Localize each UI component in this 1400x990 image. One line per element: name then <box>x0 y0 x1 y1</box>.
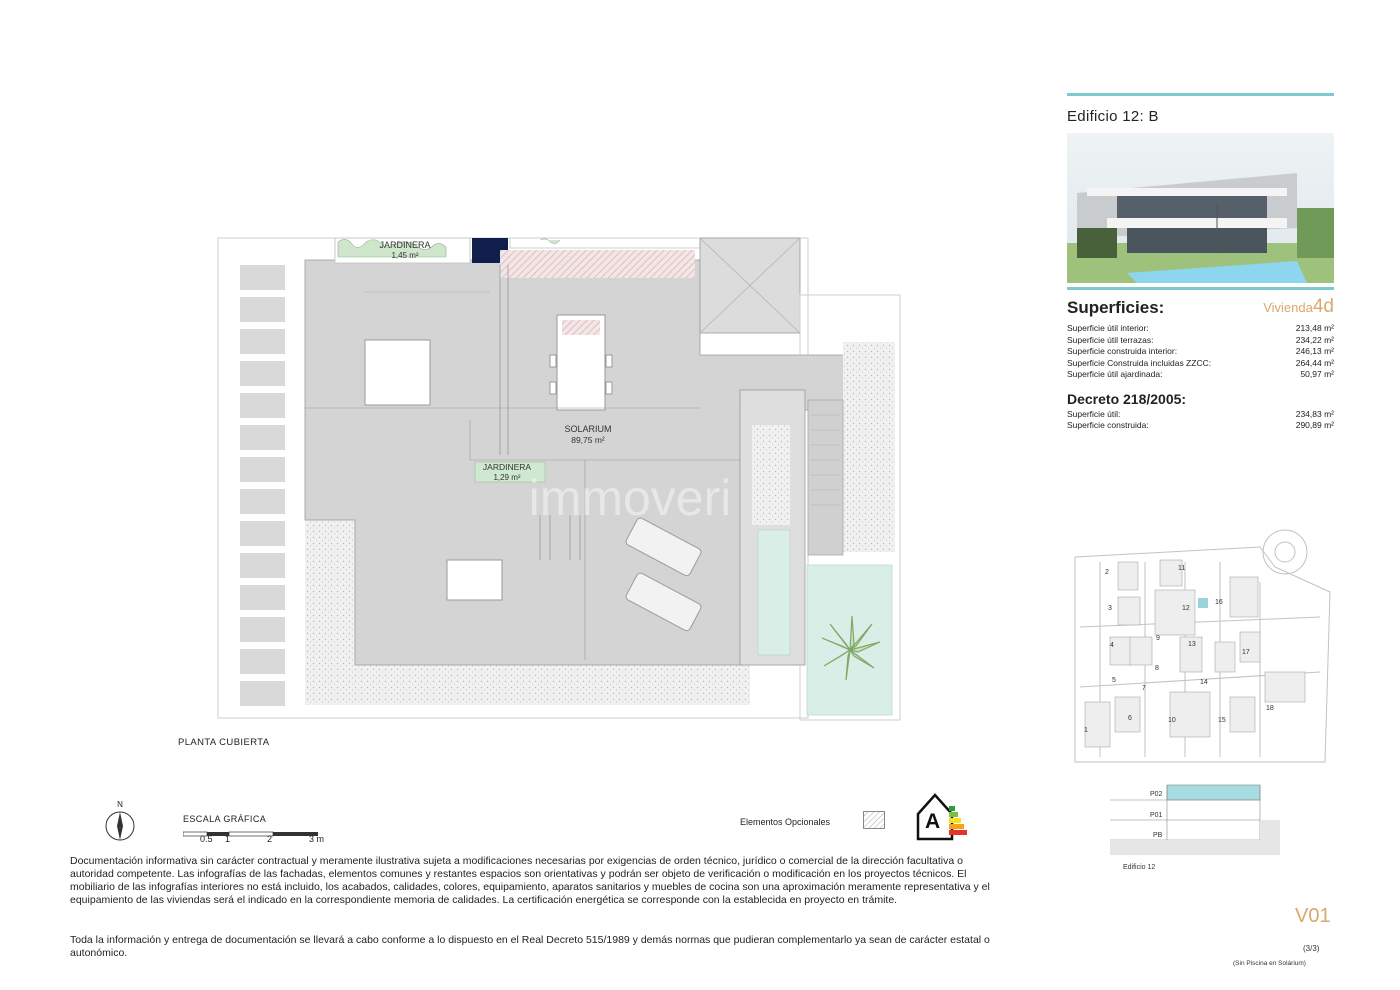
watermark: immoveri <box>528 470 732 526</box>
map-number: 4 <box>1110 642 1114 649</box>
surfaces-table <box>1067 323 1334 381</box>
legal-paragraph-1: Documentación informativa sin carácter contractual y meramente ilustrativa sujeta a modificaciones necesarias por exigencias de orden técnico, jurídico o comercial de la dirección facultativa o autoridad competente. Las infografías de las fachadas, elementos comunes y restantes espacios son orientativas y podrán ser objeto de verificación o modificación en los proyectos técnicos. El mobiliario de las infografías interiores no está incluido, los acabados, calidades, colores, equipamiento, aparatos sanitarios y muebles de cocina son una aproximación meramente representativa y el equipamiento de las viviendas será el indicado en la correspondiente memoria de calidades. La certificación energética se corresponde con la establecida en proyecto en trámite. <box>70 855 990 906</box>
left-tiles <box>240 265 285 706</box>
north-label: N <box>117 800 123 809</box>
map-number: 15 <box>1218 717 1226 724</box>
map-number: 3 <box>1108 605 1112 612</box>
level-label: P02 <box>1150 791 1163 798</box>
energy-rating: A <box>925 810 941 833</box>
surface-value: 234,22 m² <box>1295 334 1334 345</box>
jardinera-top-label: JARDINERA <box>379 240 431 250</box>
decree-value: 290,89 m² <box>1295 420 1334 430</box>
map-number: 18 <box>1266 705 1274 712</box>
vivienda-label: Vivienda <box>1263 300 1313 315</box>
decree-label: Superficie útil: <box>1067 408 1121 419</box>
scale-tick: 2 <box>267 834 273 844</box>
map-number: 11 <box>1178 565 1186 572</box>
map-number: 9 <box>1156 635 1160 642</box>
vivienda-badge <box>1263 296 1334 318</box>
decree-row <box>1067 420 1334 432</box>
building-rendering <box>1067 133 1334 283</box>
surface-label: Superficie útil terrazas: <box>1067 334 1154 345</box>
map-number: 2 <box>1105 569 1109 576</box>
energy-label <box>915 792 975 842</box>
surface-label: Superficie útil ajardinada: <box>1067 369 1163 379</box>
energy-house-icon <box>915 792 975 842</box>
surface-value: 264,44 m² <box>1295 357 1334 368</box>
version-note: (Sin Piscina en Solárium) <box>1233 960 1306 967</box>
solarium-area: 89,75 m² <box>571 435 605 445</box>
map-number: 6 <box>1128 715 1132 722</box>
jardinera-mid-area: 1,29 m² <box>493 473 521 482</box>
optional-swatch <box>863 811 885 829</box>
scale-tick: 3 m <box>309 834 325 844</box>
surface-label: Superficie útil interior: <box>1067 323 1149 333</box>
surface-row <box>1067 335 1334 347</box>
map-number: 12 <box>1182 605 1190 612</box>
surface-value: 213,48 m² <box>1295 323 1334 333</box>
decree-row <box>1067 409 1334 421</box>
site-map <box>1070 522 1340 767</box>
scale-bar <box>183 826 328 834</box>
mid-rule <box>1067 287 1334 290</box>
page-number: (3/3) <box>1303 944 1320 953</box>
building-title: Edificio 12: B <box>1067 108 1159 125</box>
version-code: V01 <box>1295 905 1331 927</box>
map-number: 13 <box>1188 641 1196 648</box>
level-label: P01 <box>1150 812 1163 819</box>
legal-paragraph-2: Toda la información y entrega de documentación se llevará a cabo conforme a lo dispuesto en el Real Decreto 515/1989 y demás normas que pudieran complementarlo ya sean de carácter estatal o autonómico. <box>70 934 990 959</box>
decree-label: Superficie construida: <box>1067 420 1149 430</box>
section-caption: Edificio 12 <box>1123 864 1156 871</box>
scale-tick: 0.5 <box>200 834 213 844</box>
map-number: 16 <box>1215 599 1223 606</box>
surface-row <box>1067 323 1334 335</box>
hatched-area <box>500 250 695 278</box>
floor-plan-drawing <box>210 230 910 730</box>
map-number: 7 <box>1142 685 1146 692</box>
surface-label: Superficie Construida incluidas ZZCC: <box>1067 357 1212 368</box>
scale-tick: 1 <box>225 834 231 844</box>
info-panel <box>1067 93 1334 432</box>
surface-value: 246,13 m² <box>1295 346 1334 356</box>
decree-table <box>1067 409 1334 432</box>
map-number: 8 <box>1155 665 1159 672</box>
decree-value: 234,83 m² <box>1295 408 1334 419</box>
surface-value: 50,97 m² <box>1300 369 1334 379</box>
decree-title: Decreto 218/2005: <box>1067 390 1187 407</box>
surface-row <box>1067 346 1334 358</box>
top-rule <box>1067 93 1334 96</box>
map-number: 1 <box>1084 727 1088 734</box>
scale-title: ESCALA GRÁFICA <box>183 814 267 824</box>
map-number: 5 <box>1112 677 1116 684</box>
jardinera-mid-label: JARDINERA <box>482 462 532 472</box>
unit-highlight <box>1198 598 1208 608</box>
north-arrow <box>103 800 137 842</box>
map-number: 10 <box>1168 717 1176 724</box>
surfaces-title: Superficies: <box>1067 298 1165 317</box>
surface-label: Superficie construida interior: <box>1067 346 1178 356</box>
surface-row <box>1067 369 1334 381</box>
jardinera-top-area: 1,45 m² <box>391 251 419 260</box>
compass-icon <box>103 809 137 843</box>
solarium-label: SOLARIUM <box>564 424 612 434</box>
optional-label: Elementos Opcionales <box>740 817 831 827</box>
surface-row <box>1067 358 1334 370</box>
map-number: 14 <box>1200 679 1208 686</box>
plan-caption: PLANTA CUBIERTA <box>178 737 270 748</box>
vivienda-code: 4d <box>1312 296 1334 317</box>
map-number: 17 <box>1242 649 1250 656</box>
floor-plan <box>210 230 910 730</box>
level-label: PB <box>1153 832 1163 839</box>
